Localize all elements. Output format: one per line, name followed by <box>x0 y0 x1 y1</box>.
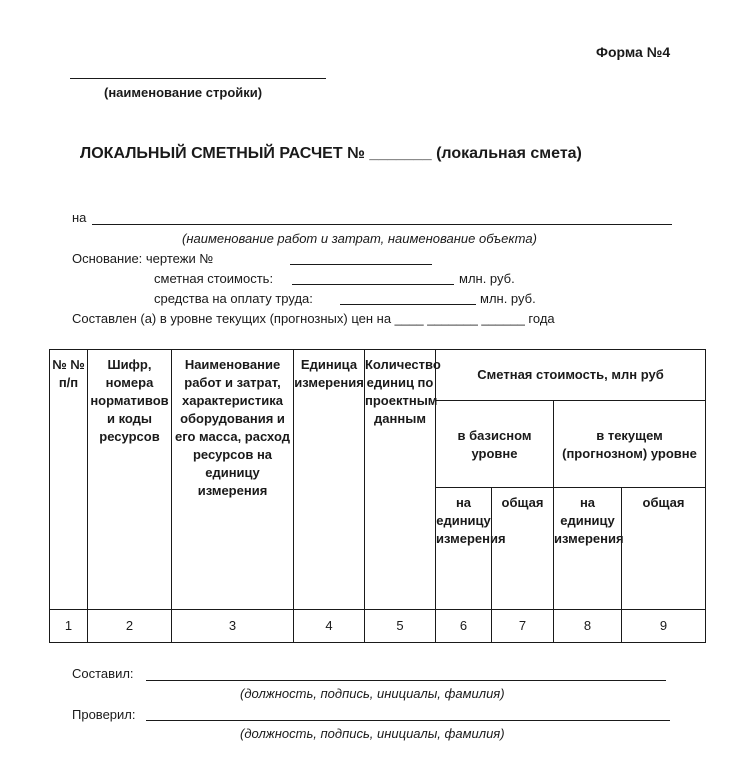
compiled-in-prices: Составлен (а) в уровне текущих (прогнозных) цен на ____ _______ ______ года <box>72 311 555 326</box>
header-base-level: в базисном уровне <box>436 401 554 488</box>
header-per-unit-base: на единицу измерения <box>436 488 492 610</box>
compiled-by-label: Составил: <box>72 666 134 681</box>
basis-line <box>290 264 432 265</box>
header-per-unit-current: на единицу измерения <box>554 488 622 610</box>
header-total-base: общая <box>492 488 554 610</box>
header-total-current: общая <box>622 488 706 610</box>
estimated-cost-line <box>292 284 454 285</box>
checked-by-line <box>146 720 670 721</box>
on-label: на <box>72 210 87 225</box>
header-name: Наименование работ и затрат, характеристика оборудования и его масса, расход ресурсов на единицу измерения <box>172 350 294 610</box>
basis-label: Основание: чертежи № <box>72 251 214 266</box>
form-number: Форма №4 <box>596 44 671 60</box>
column-number: 7 <box>492 610 554 643</box>
checked-by-caption: (должность, подпись, инициалы, фамилия) <box>240 726 505 741</box>
column-number: 3 <box>172 610 294 643</box>
header-row-number: № № п/п <box>50 350 88 610</box>
column-number: 9 <box>622 610 706 643</box>
payroll-line <box>340 304 476 305</box>
column-number: 4 <box>294 610 365 643</box>
header-quantity: Количество единиц по проектным данным <box>365 350 436 610</box>
payroll-label: средства на оплату труда: <box>154 291 313 306</box>
column-number: 6 <box>436 610 492 643</box>
compiled-by-caption: (должность, подпись, инициалы, фамилия) <box>240 686 505 701</box>
column-number: 2 <box>88 610 172 643</box>
payroll-unit: млн. руб. <box>480 291 536 306</box>
estimated-cost-label: сметная стоимость: <box>154 271 274 286</box>
estimated-cost-unit: млн. руб. <box>459 271 515 286</box>
compiled-by-line <box>146 680 666 681</box>
estimate-table <box>49 349 706 643</box>
column-number: 1 <box>50 610 88 643</box>
site-name-line <box>70 78 326 79</box>
column-numbers-row <box>50 610 706 643</box>
header-estimated-cost: Сметная стоимость, млн руб <box>436 350 706 401</box>
column-number: 8 <box>554 610 622 643</box>
on-caption: (наименование работ и затрат, наименование объекта) <box>182 231 537 246</box>
on-line <box>92 224 672 225</box>
page-title: ЛОКАЛЬНЫЙ СМЕТНЫЙ РАСЧЕТ № _______ (локальная смета) <box>80 145 582 162</box>
header-code: Шифр, номера нормативов и коды ресурсов <box>88 350 172 610</box>
site-name-caption: (наименование стройки) <box>104 85 263 100</box>
header-unit: Единица измерения <box>294 350 365 610</box>
column-number: 5 <box>365 610 436 643</box>
checked-by-label: Проверил: <box>72 707 136 722</box>
header-current-level: в текущем (прогнозном) уровне <box>554 401 706 488</box>
